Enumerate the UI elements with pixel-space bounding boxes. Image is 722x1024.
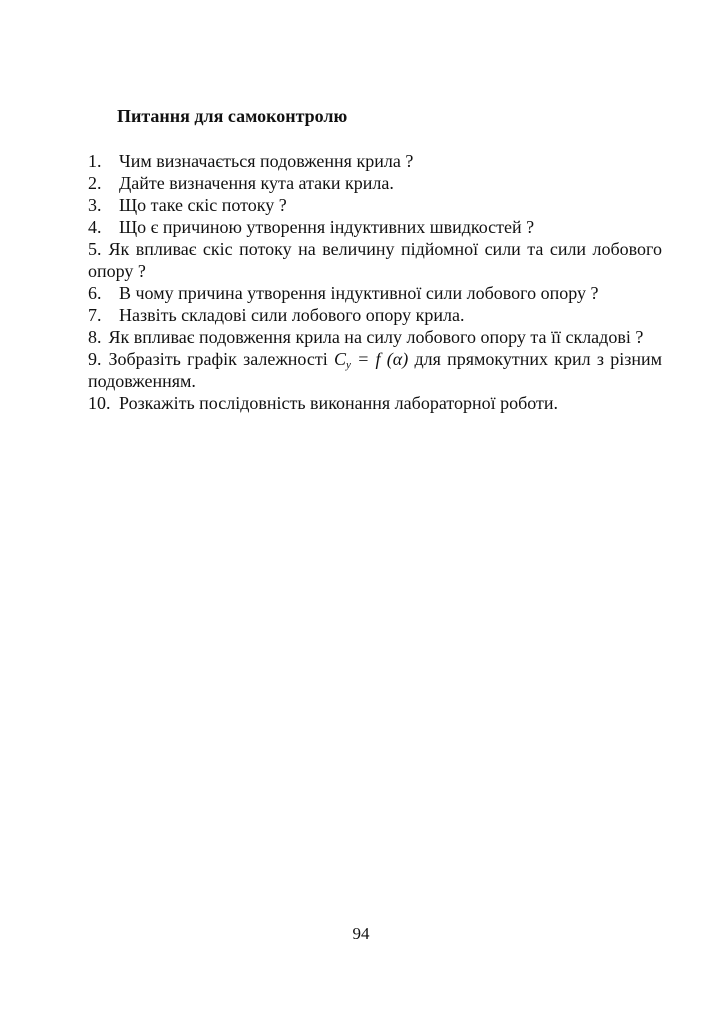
- list-item: [88, 216, 662, 238]
- item-text: В чому причина утворення індуктивної сили лобового опору ?: [119, 283, 599, 303]
- item-number: 3.: [88, 195, 102, 215]
- item-number: 1.: [88, 151, 102, 171]
- item-text: Як впливає подовження крила на силу лобового опору та її складові ?: [108, 327, 644, 347]
- item-number: 2.: [88, 173, 102, 193]
- item-text: Дайте визначення кута атаки крила.: [119, 173, 394, 193]
- item-number: 5.: [88, 239, 102, 259]
- item-number: 10.: [88, 393, 111, 413]
- list-item: [88, 172, 662, 194]
- item-text-after: для прямокутних крил з різним подовженням.: [88, 349, 663, 391]
- formula: [334, 349, 408, 369]
- item-text-before: Зобразіть графік залежності: [108, 349, 328, 369]
- item-text: Чим визначається подовження крила ?: [119, 151, 414, 171]
- item-text: Що таке скіс потоку ?: [119, 195, 287, 215]
- item-text: Як впливає скіс потоку на величину підйомної сили та сили лобового опору ?: [88, 239, 662, 281]
- list-item: [88, 326, 662, 348]
- item-text: Назвіть складові сили лобового опору крила.: [119, 305, 465, 325]
- item-number: 4.: [88, 217, 102, 237]
- formula-rest: = f (α): [357, 349, 409, 369]
- item-number: 7.: [88, 305, 102, 325]
- list-item: [88, 282, 662, 304]
- list-item: [88, 238, 662, 282]
- list-item: [88, 392, 662, 414]
- list-item: [88, 304, 662, 326]
- item-number: 6.: [88, 283, 102, 303]
- item-number: 9.: [88, 349, 102, 369]
- item-text: Що є причиною утворення індуктивних швидкостей ?: [119, 217, 535, 237]
- formula-subscript: y: [346, 359, 351, 371]
- questions-list: [88, 150, 662, 414]
- list-item: [88, 194, 662, 216]
- list-item: [88, 348, 662, 392]
- formula-symbol: C: [333, 349, 346, 369]
- list-item: [88, 150, 662, 172]
- page-number: 94: [352, 924, 370, 943]
- item-number: 8.: [88, 327, 102, 347]
- section-heading: Питання для самоконтролю: [117, 106, 348, 126]
- item-text: Розкажіть послідовність виконання лабораторної роботи.: [119, 393, 559, 413]
